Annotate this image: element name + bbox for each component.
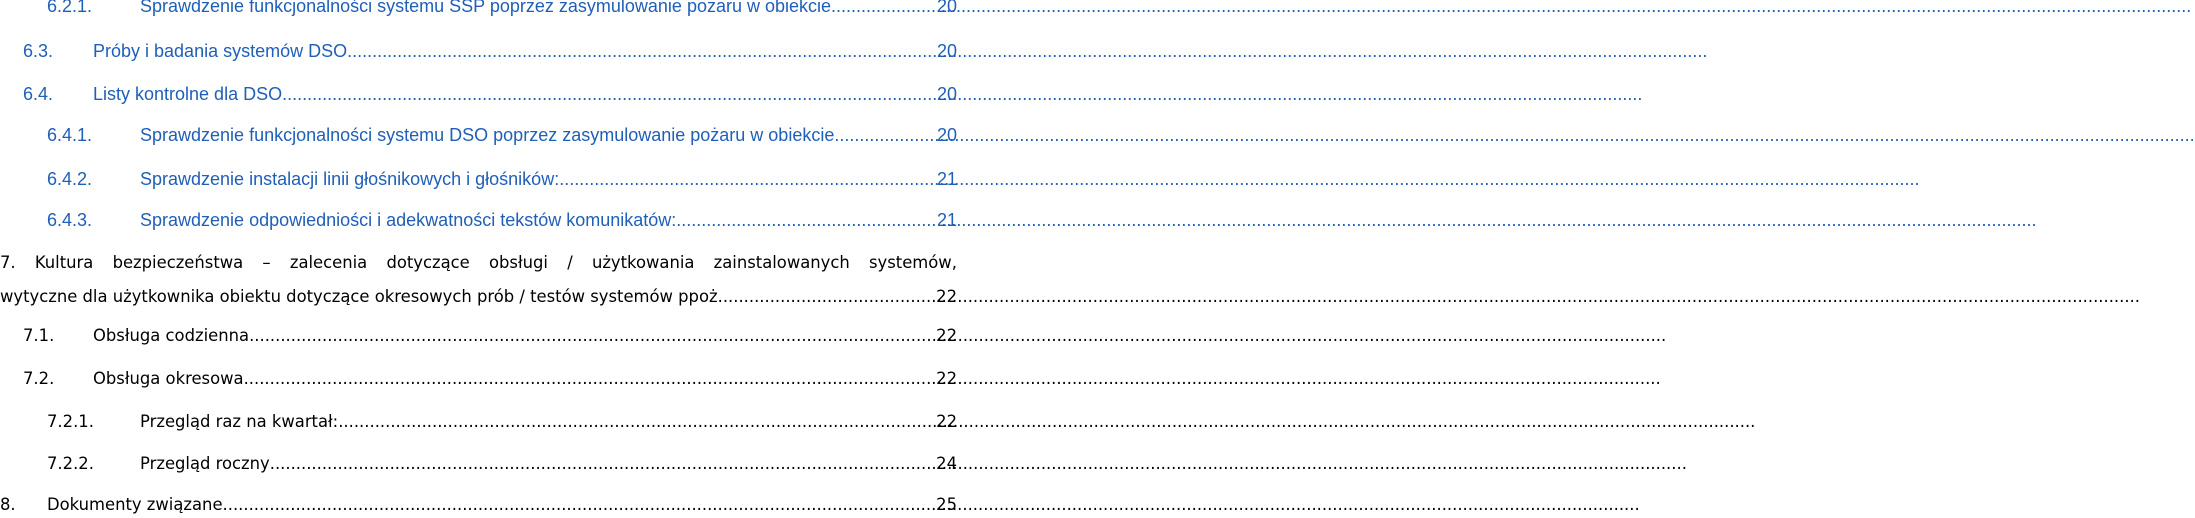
toc-entry-6-2-1[interactable]	[47, 0, 957, 19]
toc-leader-dots	[347, 38, 936, 64]
toc-leader-dots	[676, 207, 936, 233]
toc-entry-7-line-1	[0, 250, 957, 276]
toc-entry-number: 8.	[0, 495, 16, 514]
toc-entry-8[interactable]	[0, 492, 957, 518]
toc-entry-number: 7.2.1.	[47, 412, 94, 431]
toc-leader-dots	[834, 122, 936, 148]
toc-entry-number: 6.4.1.	[47, 125, 93, 145]
toc-entry-page: 20	[936, 84, 957, 104]
toc-entry-6-3[interactable]	[23, 38, 957, 64]
toc-entry-title: Sprawdzenie funkcjonalności systemu SSP poprzez zasymulowanie pożaru w obiekcie	[140, 0, 832, 16]
toc-entry-number: 6.4.3.	[47, 210, 93, 230]
toc-entry-number: 7.2.	[23, 369, 55, 388]
toc-entry-number: 6.3.	[23, 41, 54, 61]
toc-entry-page: 20	[936, 125, 957, 145]
toc-leader-dots	[244, 366, 936, 392]
toc-leader-dots	[338, 409, 935, 435]
toc-entry-title: Listy kontrolne dla DSO	[93, 84, 283, 104]
toc-word: bezpieczeństwa	[112, 253, 244, 272]
toc-entry-7[interactable]	[0, 250, 957, 310]
toc-entry-7-2-1[interactable]	[47, 409, 957, 435]
toc-word: obsługi	[488, 253, 548, 272]
toc-entry-number: 6.2.1.	[47, 0, 93, 16]
toc-entry-6-4-3[interactable]	[47, 207, 957, 233]
toc-entry-7-2[interactable]	[23, 366, 957, 392]
toc-entry-title: Dokumenty związane	[47, 495, 223, 514]
toc-entry-page: 22	[936, 412, 957, 431]
toc-entry-number: 7.1.	[23, 326, 55, 345]
toc-entry-title: Przegląd roczny	[140, 454, 270, 473]
toc-entry-page: 24	[936, 454, 957, 473]
toc-entry-title: Sprawdzenie funkcjonalności systemu DSO poprzez zasymulowanie pożaru w obiekcie	[140, 125, 835, 145]
toc-leader-dots	[249, 323, 935, 349]
toc-entry-6-4-1[interactable]	[47, 122, 957, 148]
toc-entry-title: wytyczne dla użytkownika obiektu dotyczące okresowych prób / testów systemów ppoż.	[0, 287, 723, 306]
toc-leader-dots	[831, 0, 936, 19]
toc-entry-title: Przegląd raz na kwartał:	[140, 412, 339, 431]
toc-entry-page: 21	[936, 169, 957, 189]
toc-entry-title: Próby i badania systemów DSO	[93, 41, 348, 61]
toc-word: użytkowania	[591, 253, 695, 272]
toc-entry-7-1[interactable]	[23, 323, 957, 349]
toc-entry-title: Sprawdzenie odpowiedniości i adekwatności tekstów komunikatów:	[140, 210, 677, 230]
toc-word: 7.	[0, 253, 16, 272]
toc-entry-page: 20	[936, 41, 957, 61]
toc-entry-page: 20	[936, 0, 957, 16]
toc-word: dotyczące	[386, 253, 470, 272]
toc-entry-title: Sprawdzenie instalacji linii głośnikowych i głośników:	[140, 169, 560, 189]
toc-entry-7-line-2	[0, 284, 957, 310]
toc-leader-dots	[223, 492, 936, 518]
toc-entry-title: Obsługa okresowa	[93, 369, 244, 388]
toc-word: zainstalowanych	[713, 253, 850, 272]
toc-entry-page: 22	[936, 326, 957, 345]
toc-leader-dots	[270, 451, 935, 477]
toc-entry-page: 25	[936, 495, 957, 514]
toc-word: zalecenia	[289, 253, 368, 272]
toc-leader-dots	[559, 166, 936, 192]
toc-entry-7-2-2[interactable]	[47, 451, 957, 477]
toc-entry-6-4[interactable]	[23, 81, 957, 107]
toc-word: –	[262, 253, 271, 272]
toc-entry-page: 22	[936, 369, 957, 388]
toc-word: systemów,	[869, 253, 957, 272]
toc-leader-dots	[723, 284, 935, 310]
toc-entry-page: 21	[936, 210, 957, 230]
toc-entry-title: Obsługa codzienna	[93, 326, 250, 345]
toc-entry-page: 22	[936, 287, 957, 306]
toc-entry-number: 6.4.	[23, 84, 54, 104]
toc-leader-dots	[282, 81, 936, 107]
toc-entry-number: 6.4.2.	[47, 169, 93, 189]
toc-entry-6-4-2[interactable]	[47, 166, 957, 192]
toc-entry-number: 7.2.2.	[47, 454, 94, 473]
toc-word: Kultura	[34, 253, 94, 272]
toc-word: /	[567, 253, 573, 272]
